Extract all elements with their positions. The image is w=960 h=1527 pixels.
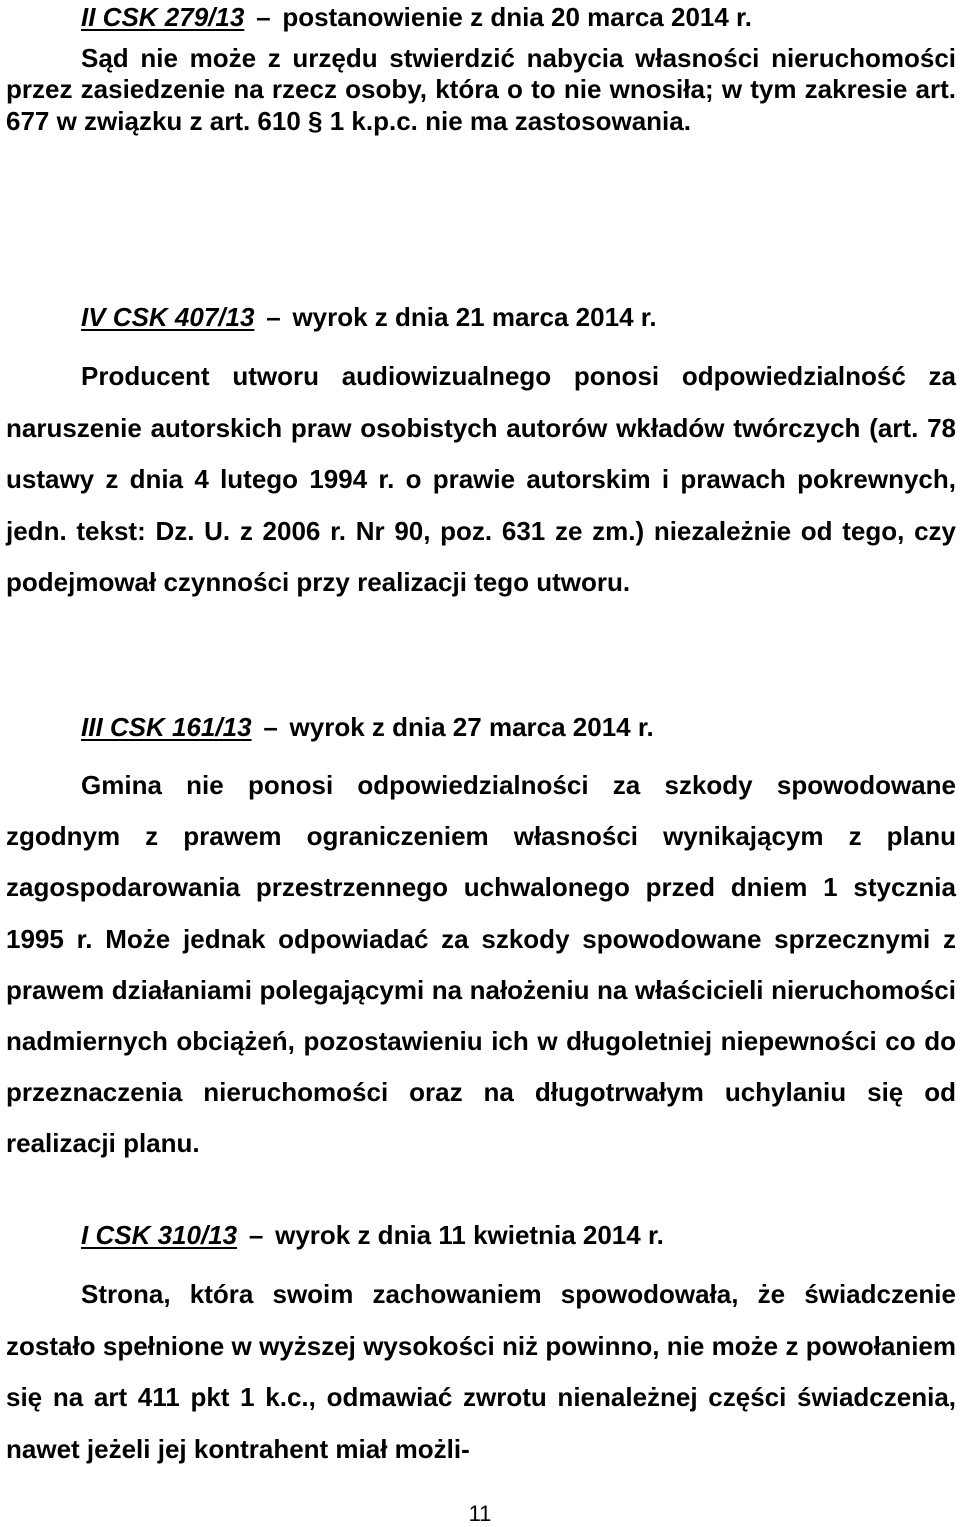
dash: – <box>248 1220 264 1250</box>
ruling-date: wyrok z dnia 21 marca 2014 r. <box>292 302 657 332</box>
dash: – <box>256 2 271 32</box>
dash: – <box>263 712 278 742</box>
case-reference: II CSK 279/13 <box>81 2 245 32</box>
page-number: 11 <box>468 1501 492 1526</box>
case-reference: III CSK 161/13 <box>81 712 252 742</box>
case-heading <box>6 714 654 740</box>
case-heading <box>6 4 752 30</box>
dash: – <box>266 302 281 332</box>
ruling-date: wyrok z dnia 27 marca 2014 r. <box>289 712 654 742</box>
case-reference: IV CSK 407/13 <box>81 302 255 332</box>
case-heading <box>6 1222 664 1248</box>
ruling-summary: Sąd nie może z urzędu stwierdzić nabycia własności nieruchomości przez zasiedzenie na rzecz osoby, która o to nie wnosiła; w tym zakresie art. 677 w związku z art. 610 § 1 k.p.c. nie ma zastosowania. <box>6 43 956 136</box>
ruling-date: wyrok z dnia 11 kwietnia 2014 r. <box>275 1220 664 1250</box>
case-reference: I CSK 310/13 <box>81 1220 238 1250</box>
ruling-summary: Producent utworu audiowizualnego ponosi odpowiedzialność za naruszenie autorskich praw osobistych autorów wkładów twórczych (art. 78 ustawy z dnia 4 lutego 1994 r. o prawie autorskim i prawach pokrewnych, jedn. tekst: Dz. U. z 2006 r. Nr 90, poz. 631 ze zm.) niezależnie od tego, czy podejmował czynności przy realizacji tego utworu. <box>6 361 956 597</box>
ruling-summary: Gmina nie ponosi odpowiedzialności za szkody spowodowane zgodnym z prawem ograniczeniem własności wynikającym z planu zagospodarowania przestrzennego uchwalonego przed dniem 1 stycznia 1995 r. Może jednak odpowiadać za szkody spowodowane sprzecznymi z prawem działaniami polegającymi na nałożeniu na właścicieli nieruchomości nadmiernych obciążeń, pozostawieniu ich w długoletniej niepewności co do przeznaczenia nieruchomości oraz na długotrwałym uchylaniu się od realizacji planu. <box>6 770 956 1159</box>
ruling-summary: Strona, która swoim zachowaniem spowodowała, że świadczenie zostało spełnione w wyższej wysokości niż powinno, nie może z powołaniem się na art 411 pkt 1 k.c., odmawiać zwrotu nienależnej części świadczenia, nawet jeżeli jej kontrahent miał możli- <box>6 1279 956 1465</box>
ruling-date: postanowienie z dnia 20 marca 2014 r. <box>282 2 752 32</box>
case-heading <box>6 304 657 330</box>
